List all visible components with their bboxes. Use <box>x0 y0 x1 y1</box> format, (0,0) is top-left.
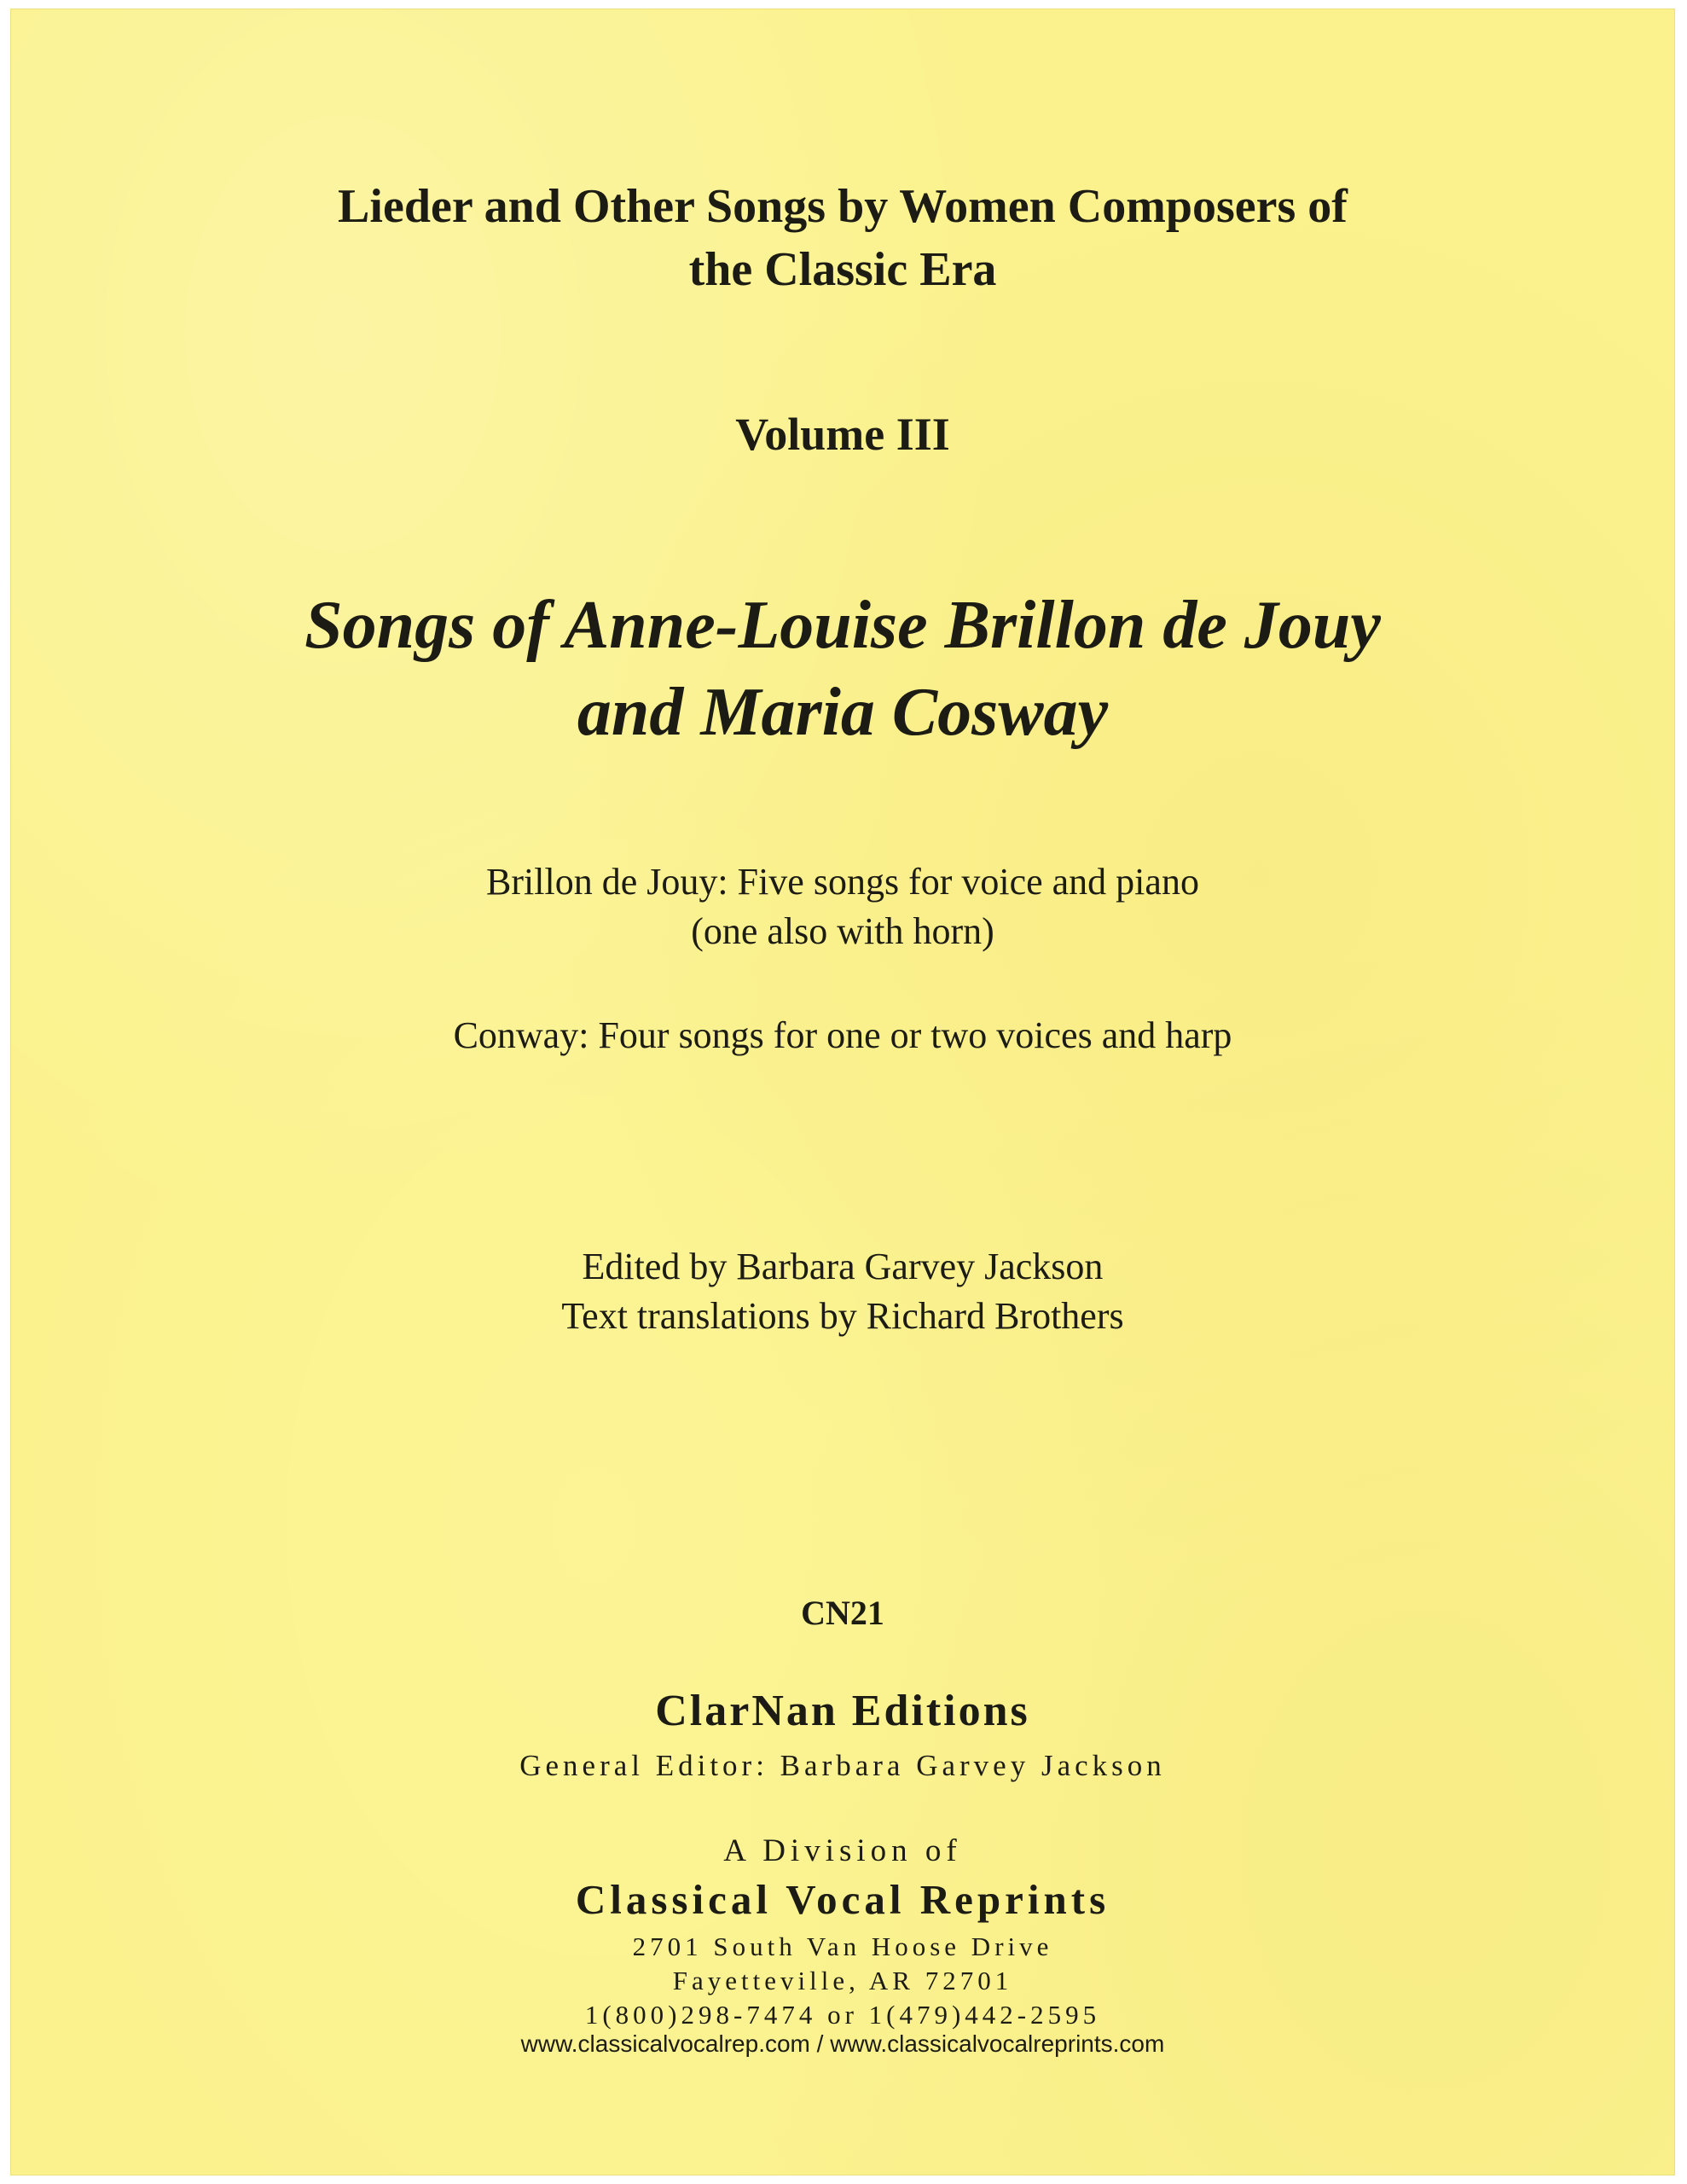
address-street: 2701 South Van Hoose Drive <box>632 1931 1053 1961</box>
series-title <box>10 175 1675 301</box>
brillon-description-line-2: (one also with horn) <box>691 910 994 952</box>
website-links: www.classicalvocalrep.com / www.classicalvocalreprints.com <box>520 2030 1165 2057</box>
translator-credit: Text translations by Richard Brothers <box>561 1295 1124 1337</box>
cover-page <box>10 9 1675 2175</box>
main-title <box>10 582 1675 756</box>
general-editor: General Editor: Barbara Garvey Jackson <box>519 1749 1166 1782</box>
brillon-description <box>10 857 1675 956</box>
main-title-line-2: and Maria Cosway <box>577 675 1109 750</box>
series-title-line-1: Lieder and Other Songs by Women Composers of <box>338 180 1348 233</box>
division-label: A Division of <box>723 1833 962 1868</box>
volume-label: Volume III <box>735 409 950 460</box>
catalog-number: CN21 <box>801 1594 884 1632</box>
address-city: Fayetteville, AR 72701 <box>672 1966 1013 1995</box>
publisher-name: ClarNan Editions <box>655 1687 1030 1735</box>
parent-publisher-name: Classical Vocal Reprints <box>575 1876 1110 1923</box>
cosway-description: Conway: Four songs for one or two voices and harp <box>453 1014 1232 1056</box>
editor-credit: Edited by Barbara Garvey Jackson <box>582 1246 1104 1287</box>
main-title-line-1: Songs of Anne-Louise Brillon de Jouy <box>304 588 1381 663</box>
brillon-description-line-1: Brillon de Jouy: Five songs for voice and piano <box>486 861 1199 903</box>
publisher-address <box>10 1930 1675 2032</box>
credits <box>10 1242 1675 1341</box>
phone-numbers: 1(800)298-7474 or 1(479)442-2595 <box>584 2000 1101 2030</box>
series-title-line-2: the Classic Era <box>688 243 997 296</box>
